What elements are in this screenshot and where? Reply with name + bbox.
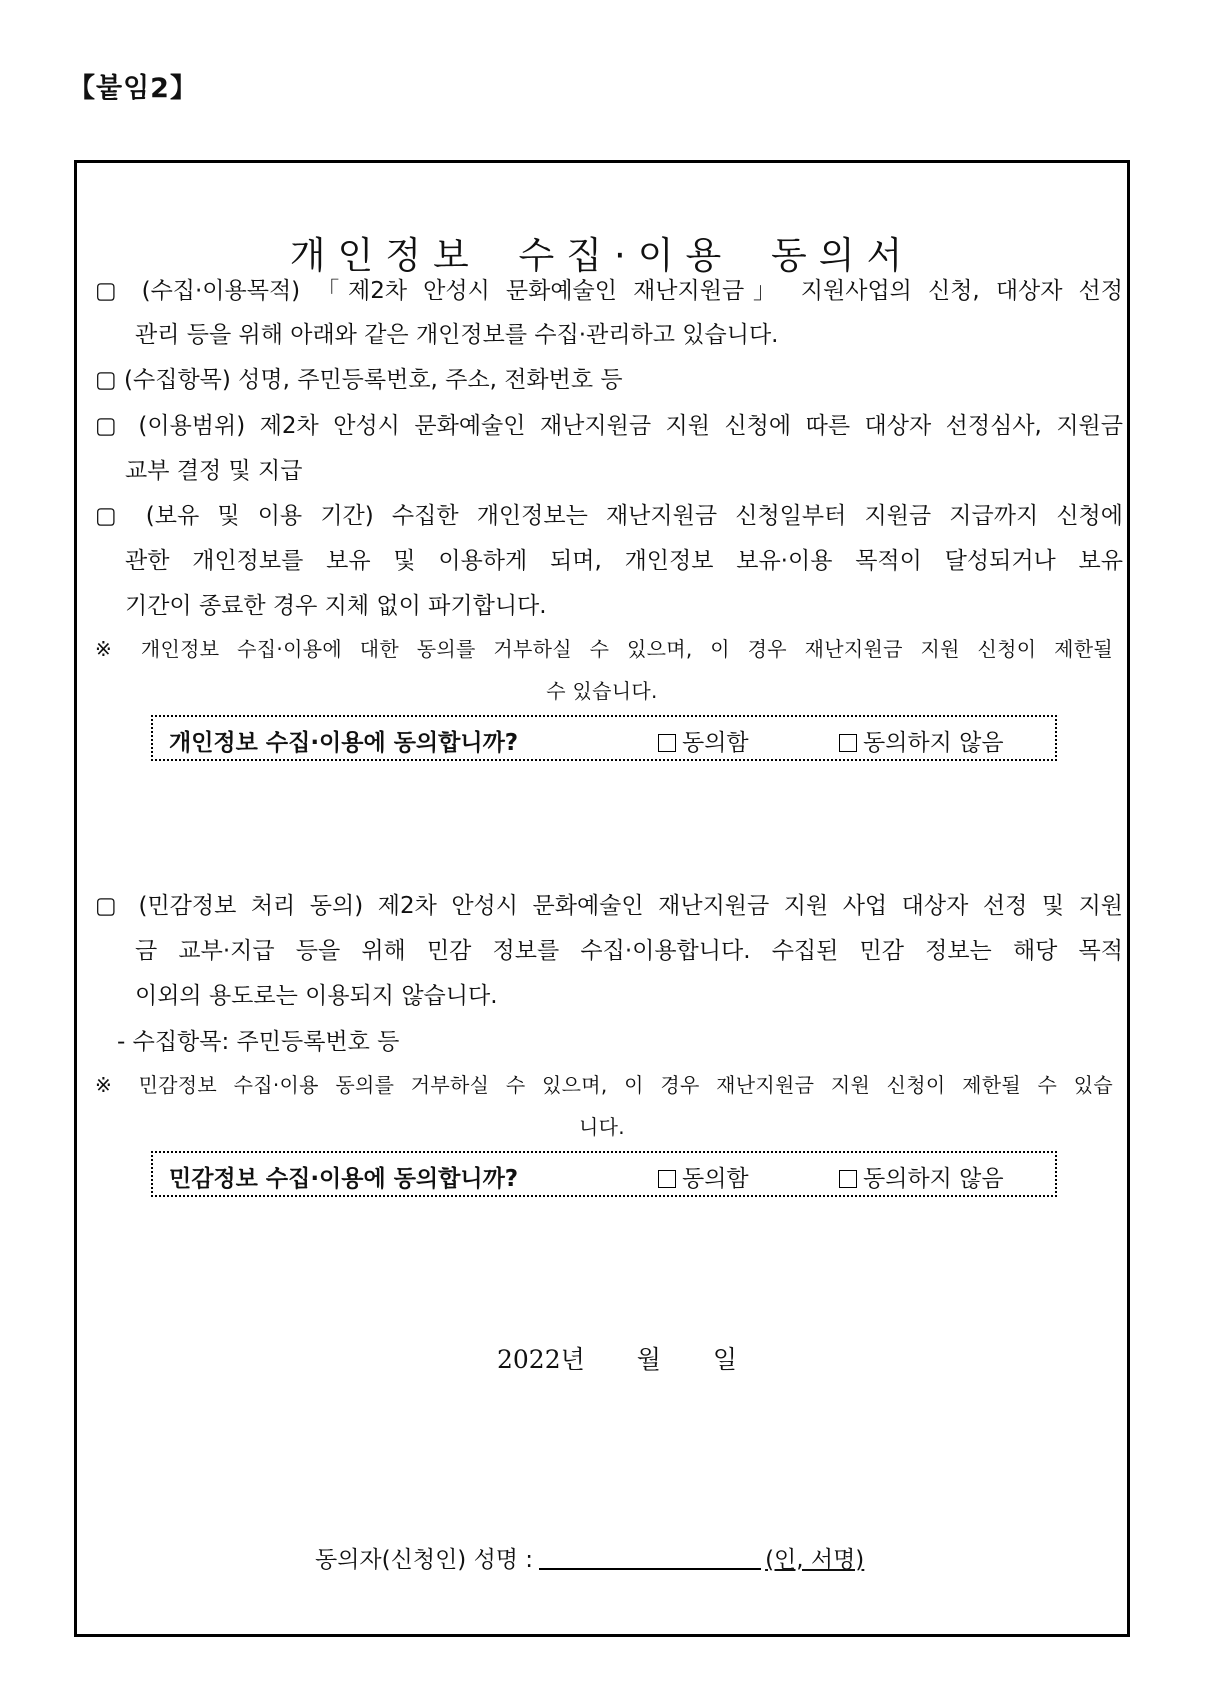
scope-line-2: 교부 결정 및 지급 <box>125 458 303 484</box>
personal-consent-box <box>151 715 1057 761</box>
personal-note-line-1: ※ 개인정보 수집·이용에 대한 동의를 거부하실 수 있으며, 이 경우 재난지원금 지원 신청이 제한될 <box>95 637 1113 661</box>
sensitive-agree-label: 동의함 <box>682 1166 749 1192</box>
sensitive-note-line-1: ※ 민감정보 수집·이용 동의를 거부하실 수 있으며, 이 경우 재난지원금 지원 신청이 제한될 수 있습 <box>95 1073 1113 1097</box>
sensitive-consent-box <box>151 1151 1057 1197</box>
period-line-1: ▢ (보유 및 이용 기간) 수집한 개인정보는 재난지원금 신청일부터 지원금 지급까지 신청에 <box>95 503 1123 529</box>
signature-blank[interactable] <box>539 1546 761 1570</box>
purpose-line-1: ▢ (수집·이용목적) 「제2차 안성시 문화예술인 재난지원금」 지원사업의 신청, 대상자 선정 <box>95 278 1123 304</box>
date-line <box>497 1340 737 1376</box>
sensitive-note-line-2: 니다. <box>579 1115 625 1139</box>
personal-agree-option[interactable] <box>658 724 749 757</box>
sensitive-agree-option[interactable] <box>658 1160 749 1193</box>
consent-form <box>74 160 1130 1637</box>
sensitive-disagree-label: 동의하지 않음 <box>863 1166 1004 1192</box>
signature-label: 동의자(신청인) 성명 : <box>315 1547 534 1573</box>
personal-agree-label: 동의함 <box>682 730 749 756</box>
sensitive-line-1: ▢ (민감정보 처리 동의) 제2차 안성시 문화예술인 재난지원금 지원 사업 대상자 선정 및 지원 <box>95 893 1123 919</box>
personal-disagree-checkbox[interactable] <box>839 734 857 752</box>
signature-mark: (인, 서명) <box>765 1547 865 1573</box>
period-line-3: 기간이 종료한 경우 지체 없이 파기합니다. <box>125 593 547 619</box>
sensitive-disagree-checkbox[interactable] <box>839 1170 857 1188</box>
personal-agree-checkbox[interactable] <box>658 734 676 752</box>
personal-disagree-label: 동의하지 않음 <box>863 730 1004 756</box>
personal-consent-question: 개인정보 수집·이용에 동의합니까? <box>169 730 519 756</box>
sensitive-agree-checkbox[interactable] <box>658 1170 676 1188</box>
date-year: 2022년 <box>497 1345 585 1374</box>
sensitive-items-line: - 수집항목: 주민등록번호 등 <box>117 1029 400 1055</box>
purpose-line-2: 관리 등을 위해 아래와 같은 개인정보를 수집·관리하고 있습니다. <box>135 322 779 348</box>
date-day: 일 <box>712 1345 737 1374</box>
sensitive-disagree-option[interactable] <box>839 1160 1004 1193</box>
period-line-2: 관한 개인정보를 보유 및 이용하게 되며, 개인정보 보유·이용 목적이 달성되거나 보유 <box>125 548 1123 574</box>
scope-line-1: ▢ (이용범위) 제2차 안성시 문화예술인 재난지원금 지원 신청에 따른 대상자 선정심사, 지원금 <box>95 413 1123 439</box>
sensitive-line-2: 금 교부·지급 등을 위해 민감 정보를 수집·이용합니다. 수집된 민감 정보는 해당 목적 <box>135 938 1123 964</box>
form-title: 개인정보 수집·이용 동의서 <box>289 234 915 277</box>
personal-note-line-2: 수 있습니다. <box>546 679 658 703</box>
attachment-label: 【붙임2】 <box>68 73 198 104</box>
sensitive-line-3: 이외의 용도로는 이용되지 않습니다. <box>135 983 498 1009</box>
signature-line <box>315 1541 864 1574</box>
date-month: 월 <box>636 1345 661 1374</box>
personal-disagree-option[interactable] <box>839 724 1004 757</box>
items-line: ▢ (수집항목) 성명, 주민등록번호, 주소, 전화번호 등 <box>95 367 623 393</box>
sensitive-consent-question: 민감정보 수집·이용에 동의합니까? <box>169 1166 519 1192</box>
